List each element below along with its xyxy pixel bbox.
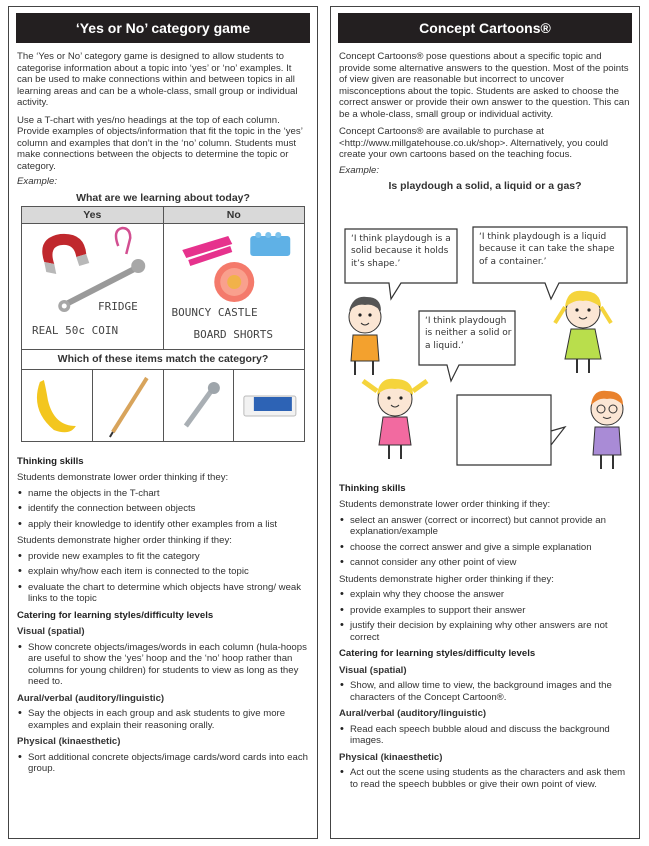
list-item: • Read each speech bubble aloud and discuss the background images. — [339, 724, 631, 747]
list-item: • Say the objects in each group and ask students to give more examples and explain their reasoning orally. — [17, 708, 309, 731]
concept-cartoon — [339, 199, 631, 477]
lower-list — [17, 488, 309, 531]
col-no: No — [163, 207, 305, 223]
list-item: • cannot consider any other point of view — [339, 557, 631, 569]
yes-no-panel — [8, 6, 318, 839]
screw-image — [163, 370, 234, 441]
aural-heading: Aural/verbal (auditory/linguistic) — [17, 692, 165, 704]
physical-heading: Physical (kinaesthetic) — [17, 736, 121, 748]
list-item: • Show, and allow time to view, the background images and the characters of the Concept Cartoon®. — [339, 680, 631, 703]
word-castle: BOUNCY CASTLE — [171, 306, 258, 320]
col-yes: Yes — [83, 209, 102, 222]
list-item: • provide new examples to fit the category — [17, 551, 309, 563]
list-item: • identify the connection between objects — [17, 503, 309, 515]
intro-text: The ‘Yes or No’ category game is designed to allow students to categorise information about a topic into ‘yes’ or ‘no’ examples. It can be used to make connections within and between topics in all learning areas and can be a whole-class, small group or individual activity. — [17, 51, 298, 108]
list-item: • apply their knowledge to identify other examples from a list — [17, 519, 309, 531]
list-item: • Show concrete objects/images/words in each column (hula-hoops are useful to show the ‘yes’ hoop and the ‘no’ hoop rather than columns for young children) for students to view as long as they need to. — [17, 642, 309, 688]
list-item: • evaluate the chart to determine which objects have strong/ weak links to the topic — [17, 582, 309, 605]
lower-list — [339, 515, 631, 569]
list-item: • Act out the scene using students as the characters and ask them to read the speech bubbles or give their own point of view. — [339, 767, 631, 790]
speech-bubble-solid: ‘I think playdough is a solid because it holds it’s shape.’ — [351, 233, 451, 269]
yes-column — [22, 224, 163, 349]
t-chart — [21, 192, 305, 442]
match-question: Which of these items match the category? — [22, 349, 304, 369]
how-text: Use a T-chart with yes/no headings at the top of each column. Provide examples of objects/information that fit the topic in the ‘yes’ column and examples that don’t in the ‘no’ column. Students must make connections between the objects to determine the topic or category. — [17, 114, 303, 172]
lower-intro: Students demonstrate lower order thinking if they: — [17, 472, 229, 484]
lower-intro: Students demonstrate lower order thinking if they: — [339, 499, 551, 511]
thinking-skills-heading: Thinking skills — [17, 455, 84, 467]
thinking-skills-heading: Thinking skills — [339, 482, 406, 494]
intro-text: Concept Cartoons® pose questions about a specific topic and provide some alternative answers to the question. Most of the points of view given are reasonable but incorrect to uncover misconceptions about the topic. Students are asked to choose the correct answer or provide their own answer to the question. This can be a whole-class, small group or individual activity. — [339, 51, 630, 120]
empty-speech-bubble — [457, 395, 551, 465]
list-item: • name the objects in the T-chart — [17, 488, 309, 500]
higher-intro: Students demonstrate higher order thinking if they: — [339, 573, 554, 585]
speech-bubble-liquid: ‘I think playdough is a liquid because it can take the shape of a container.’ — [479, 231, 615, 267]
word-fridge: FRIDGE — [98, 300, 138, 314]
visual-heading: Visual (spatial) — [339, 664, 407, 676]
list-item: • explain why/how each item is connected to the topic — [17, 566, 309, 578]
visual-heading: Visual (spatial) — [17, 626, 85, 638]
list-item: • select an answer (correct or incorrect) but cannot provide an explanation/example — [339, 515, 631, 538]
word-coin: REAL 50c COIN — [32, 324, 119, 338]
banana-image — [22, 370, 92, 441]
panel-title: Concept Cartoons® — [338, 13, 632, 43]
higher-list — [339, 589, 631, 643]
no-column — [163, 224, 305, 349]
list-item: • Sort additional concrete objects/image cards/word cards into each group. — [17, 752, 309, 775]
higher-list — [17, 551, 309, 605]
physical-heading: Physical (kinaesthetic) — [339, 751, 443, 763]
higher-intro: Students demonstrate higher order thinking if they: — [17, 535, 232, 547]
purchase-text: Concept Cartoons® are available to purchase at <http://www.millgatehouse.co.uk/shop>. Alternatively, you could create your own cartoons based on the teaching focus. — [339, 126, 609, 160]
aural-heading: Aural/verbal (auditory/linguistic) — [339, 708, 487, 720]
catering-heading: Catering for learning styles/difficulty levels — [339, 648, 536, 660]
concept-cartoons-panel — [330, 6, 640, 839]
example-label: Example: — [339, 164, 379, 176]
list-item: • explain why they choose the answer — [339, 589, 631, 601]
example-label: Example: — [17, 176, 57, 187]
cartoon-question: Is playdough a solid, a liquid or a gas? — [388, 180, 582, 192]
eraser-image — [233, 370, 304, 441]
word-shorts: BOARD SHORTS — [193, 328, 273, 342]
chart-question: What are we learning about today? — [76, 191, 250, 204]
list-item: • provide examples to support their answer — [339, 605, 631, 617]
list-item: • choose the correct answer and give a simple explanation — [339, 542, 631, 554]
list-item: • justify their decision by explaining why other answers are not correct — [339, 620, 631, 643]
panel-title: ‘Yes or No’ category game — [16, 13, 310, 43]
pencil-image — [92, 370, 163, 441]
catering-heading: Catering for learning styles/difficulty levels — [17, 609, 214, 621]
speech-bubble-neither: ‘I think playdough is neither a solid or a liquid.’ — [425, 315, 512, 351]
